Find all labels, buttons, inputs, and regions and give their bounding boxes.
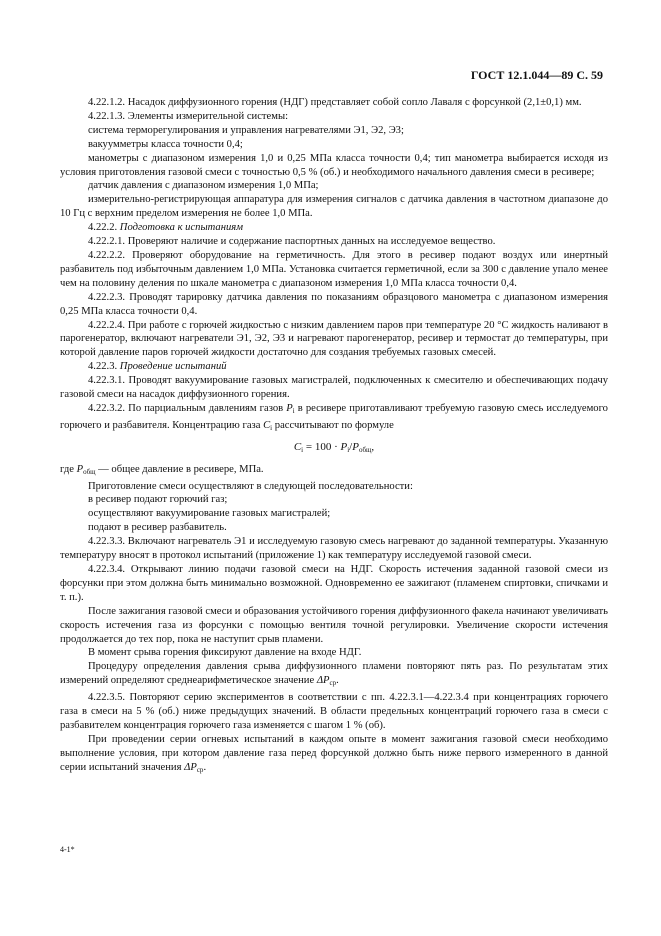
- paragraph-4-22-2-2: 4.22.2.2. Проверяют оборудование на герметичность. Для этого в ресивер подают воздух или инертный разбавитель под избыточным давлением 1,0 МПа. Установка считается герметичной, если за 300 с давление упало менее чем на половину деления по шкале манометра с диапазоном измерения 1,0 МПа класса точности 0,4.: [60, 249, 608, 289]
- list-item-fuel-gas: в ресивер подают горючий газ;: [88, 494, 228, 506]
- paragraph-4-22-2-4: 4.22.2.4. При работе с горючей жидкостью с низким давлением паров при температуре 20 °С жидкость наливают в парогенератор, включают нагреватели Э1, Э2, Э3 и нагревают парогенератор, ресивер и термостат до температуры, при которой давление паров горючей жидкости достаточно для создания требуемых газовых смесей.: [60, 319, 608, 359]
- var-p: P: [286, 402, 293, 414]
- paragraph-4-22-3-3: 4.22.3.3. Включают нагреватель Э1 и исследуемую газовую смесь нагревают до заданной температуры. Указанную температуру вносят в протокол испытаний (приложение 1) как температуру исследуемой газовой смеси.: [60, 536, 608, 562]
- section-4-22-3-heading: [60, 360, 608, 374]
- list-item-recording-equipment: измерительно-регистрирующая аппаратура для измерения сигналов с датчика давления в частотном диапазоне до 10 Гц с верхним пределом измерения не более 1,0 МПа.: [60, 194, 608, 220]
- paragraph-4-22-3-1: 4.22.3.1. Проводят вакуумирование газовых магистралей, подключенных к смесителю и обеспечивающих подачу газовой смеси на насадок диффузионного горения.: [60, 375, 608, 401]
- paragraph-4-22-3-2: 4.22.3.2. По парциальным давлениям газов $P_i$ в ресивере приготавливают требуемую газовую смесь исследуемого горючего и разбавителя. Концентрацию газа $C_i$ рассчитывают по формуле: [60, 402, 608, 432]
- section-number: 4.22.3.: [88, 361, 118, 373]
- paragraph-fire-tests: При проведении серии огневых испытаний в каждом опыте в момент зажигания газовой смеси необходимо выполнение условия, при котором давление газа перед форсункой должно быть ниже первого измеренного в данной серии испытаний значения $\Delta P_{ср}$.: [60, 733, 608, 774]
- list-item-diluent: подают в ресивер разбавитель.: [88, 522, 227, 534]
- paragraph-4-22-1-2: 4.22.1.2. Насадок диффузионного горения (НДГ) представляет собой сопло Лаваля с форсункой (2,1±0,1) мм.: [88, 97, 582, 108]
- paragraph-repeat-procedure: Процедуру определения давления срыва диффузионного пламени повторяют пять раз. По результатам этих измерений определяют среднеарифметическое значение $\Delta P_{ср}$.: [60, 661, 608, 688]
- formula-explanation: где $P_{общ}$ — общее давление в ресивере, МПа.: [60, 463, 264, 476]
- concentration-formula: $C_i = 100 \cdot P_i/P_{общ}$,: [293, 440, 375, 454]
- page-footer-mark: 4-1*: [60, 845, 75, 854]
- paragraph-4-22-2-1: 4.22.2.1. Проверяют наличие и содержание паспортных данных на исследуемое вещество.: [88, 236, 496, 248]
- paragraph-4-22-2-3: 4.22.2.3. Проводят тарировку датчика давления по показаниям образцового манометра с диапазоном измерения 0,25 МПа класса точности 0,4.: [60, 291, 608, 317]
- section-title: Подготовка к испытаниям: [119, 222, 243, 234]
- document-body: [60, 96, 608, 778]
- list-item-pressure-sensor: датчик давления с диапазоном измерения 1,0 МПа;: [88, 180, 319, 192]
- list-item-vacuum-gauges: вакуумметры класса точности 0,4;: [88, 138, 243, 150]
- section-4-22-2-heading: [60, 221, 608, 235]
- paragraph-4-22-3-4: 4.22.3.4. Открывают линию подачи газовой смеси на НДГ. Скорость истечения заданной газовой смеси из форсунки при этом должна быть минимально возможной. Одновременно ее зажигают (пламенем спиртовки, спичками и т. п.).: [60, 564, 608, 603]
- list-item-manometers: манометры с диапазоном измерения 1,0 и 0,25 МПа класса точности 0,4; тип манометра выбирается исходя из условия приготовления газовой смеси с точностью 0,5 % (об.) и необходимого начального давления смеси в ресивере;: [60, 152, 608, 178]
- var-c: C: [263, 419, 271, 431]
- paragraph-4-22-3-5: 4.22.3.5. Повторяют серию экспериментов в соответствии с пп. 4.22.3.1—4.22.3.4 при концентрациях горючего газа в смеси на 5 % (об.) ниже предыдущих значений. В области предельных концентраций горючего газа в смеси с разбавителем концентрация горючего газа изменяется с шагом 1 % (об).: [60, 692, 608, 731]
- section-title: Проведение испытаний: [119, 361, 227, 373]
- list-item-vacuum: осуществляют вакуумирование газовых магистралей;: [88, 508, 331, 520]
- paragraph-after-ignition: После зажигания газовой смеси и образования устойчивого горения диффузионного факела начинают увеличивать скорость истечения газа из форсунки с помощью вентиля точной регулировки. Увеличение скорости истечения продолжается до тех пор, пока не наступит срыв пламени.: [60, 605, 608, 645]
- paragraph-breakoff-moment: В момент срыва горения фиксируют давление на входе НДГ.: [88, 647, 362, 659]
- list-item-thermo-system: система терморегулирования и управления нагревателями Э1, Э2, Э3;: [88, 124, 404, 136]
- page-header: ГОСТ 12.1.044—89 С. 59: [470, 68, 603, 82]
- paragraph-mixture-sequence: Приготовление смеси осуществляют в следующей последовательности:: [88, 480, 413, 492]
- paragraph-4-22-1-3: 4.22.1.3. Элементы измерительной системы:: [88, 110, 289, 122]
- section-number: 4.22.2.: [88, 222, 118, 234]
